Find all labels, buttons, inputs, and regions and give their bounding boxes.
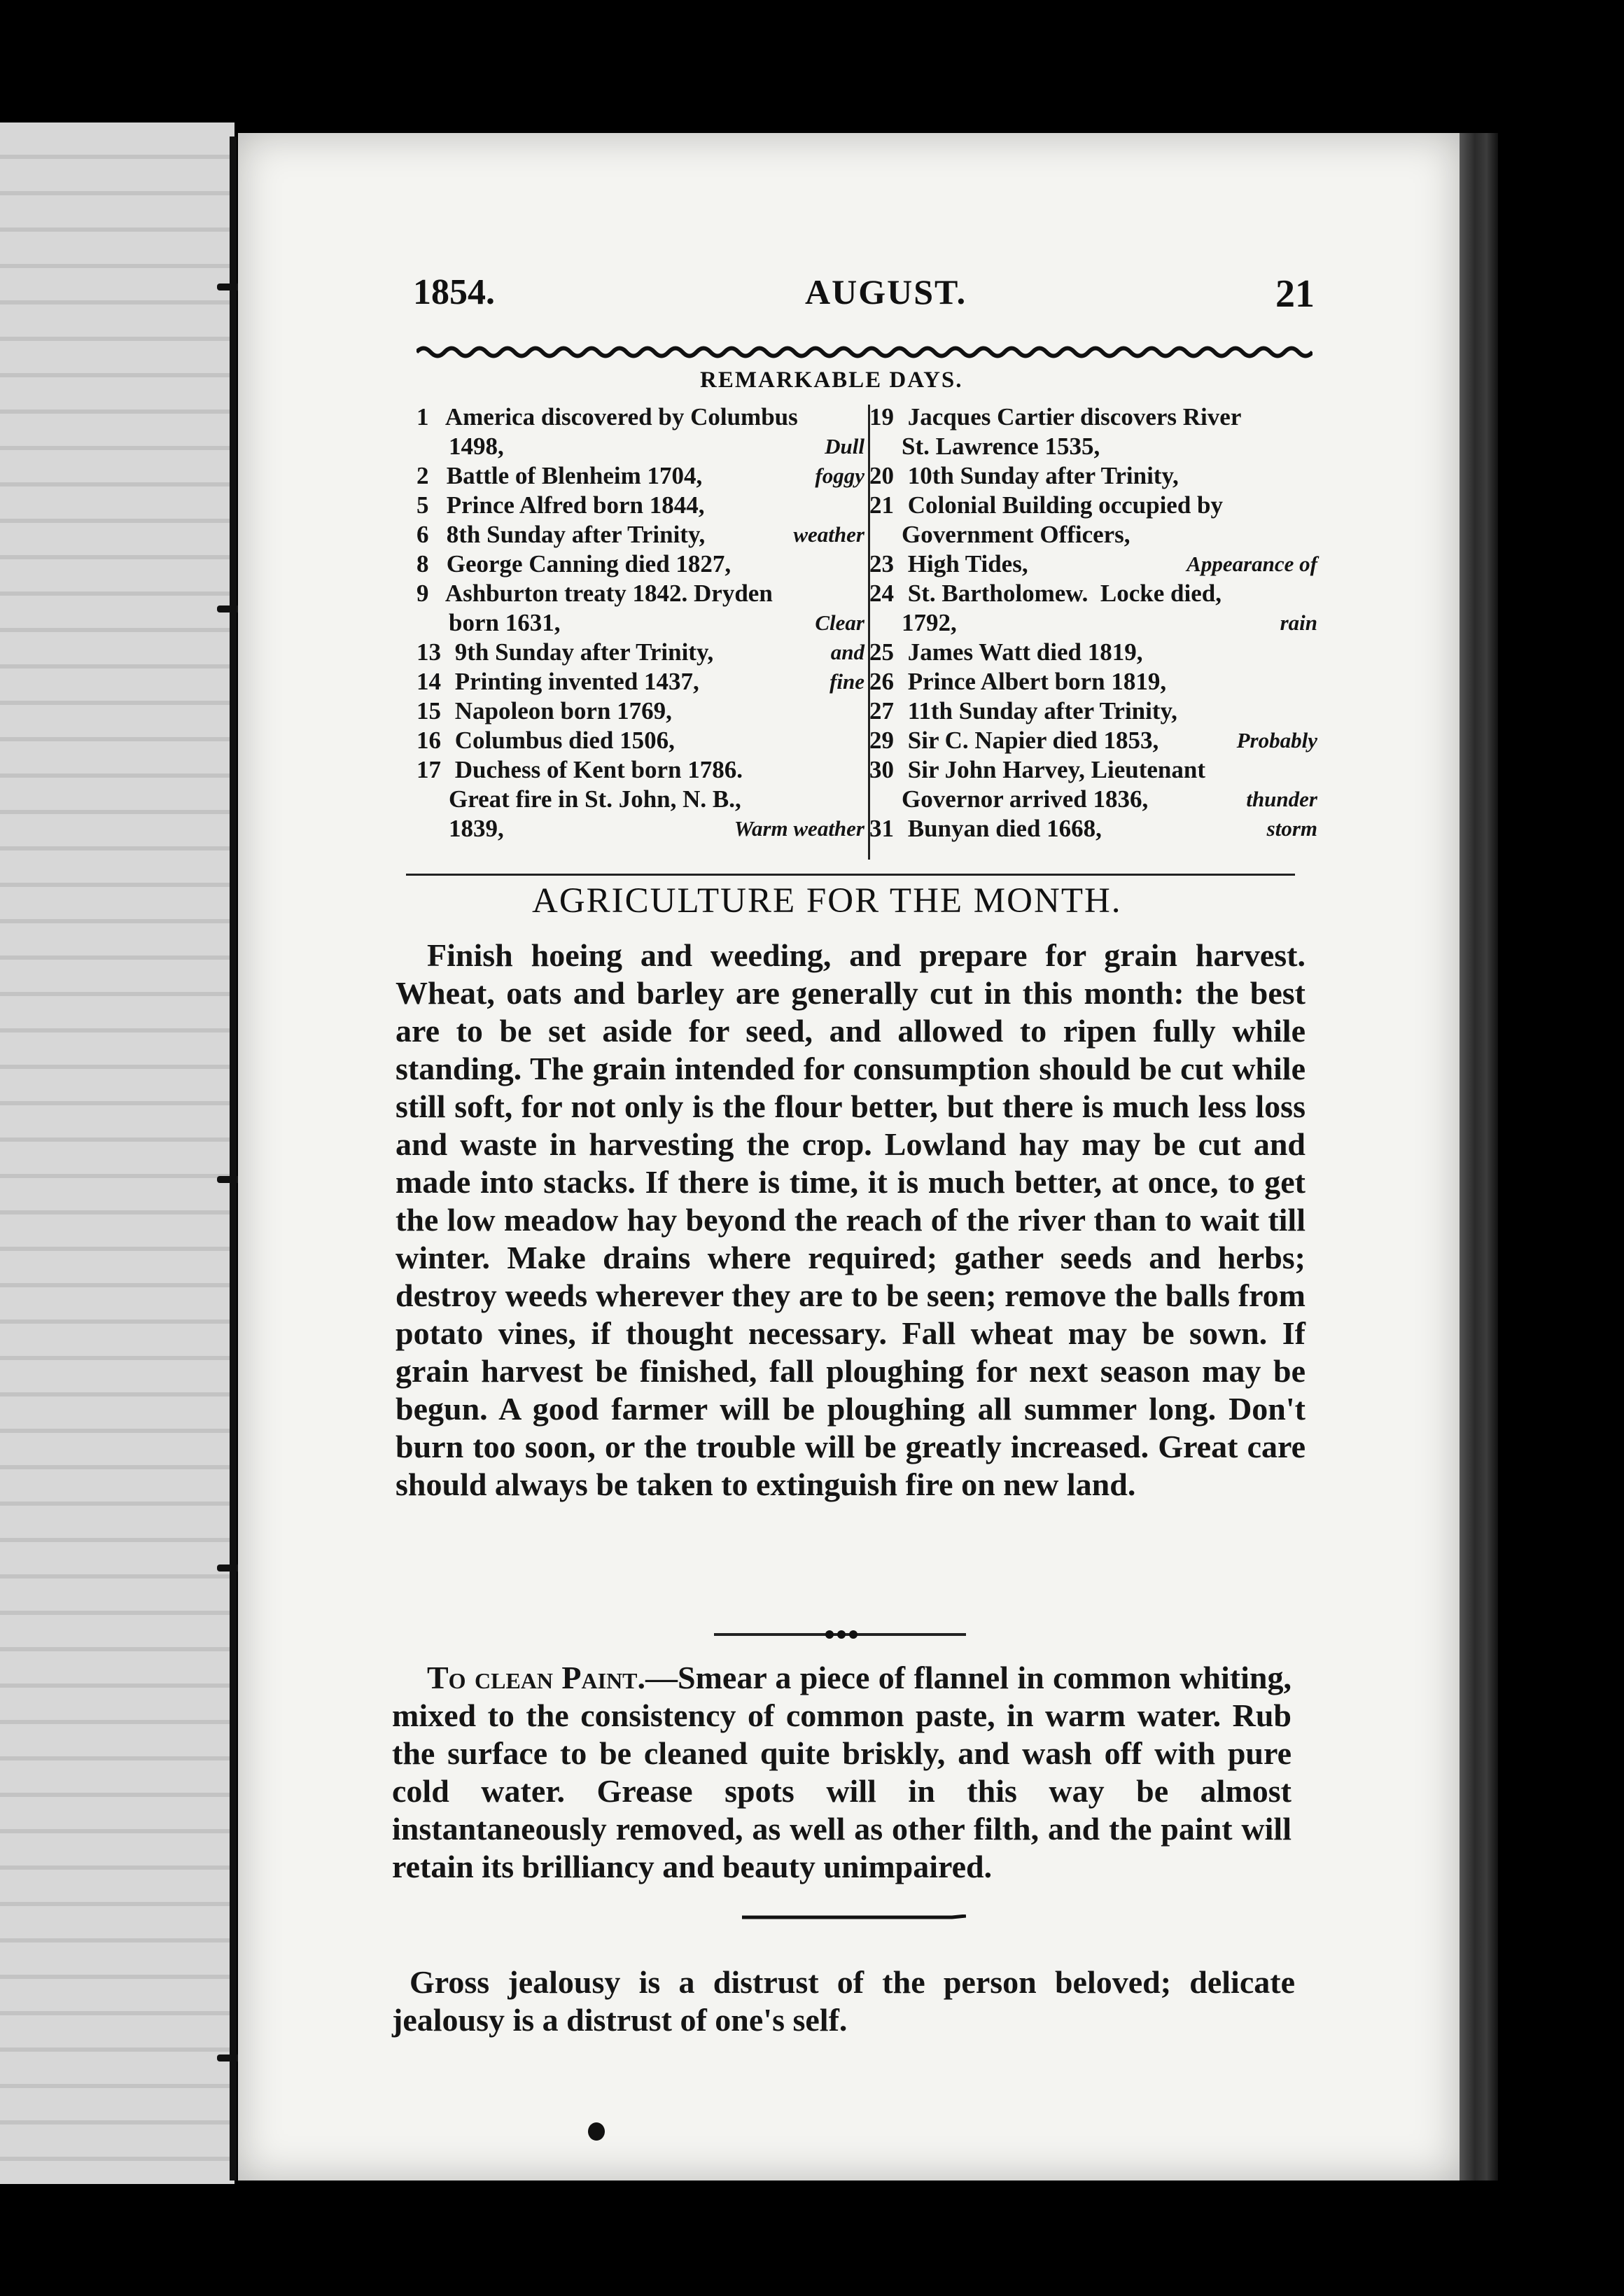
jealousy-maxim: Gross jealousy is a distrust of the person beloved; delicate jealousy is a distrust of one's self. <box>392 1964 1295 2038</box>
remarkable-day-entry <box>416 461 864 491</box>
remarkable-day-text: Napoleon born 1769, <box>449 697 672 724</box>
remarkable-day-date: 5 <box>416 491 429 519</box>
remarkable-day-text: Duchess of Kent born 1786. <box>449 756 743 783</box>
weather-note: weather <box>793 522 864 547</box>
remarkable-day-date: 19 <box>869 403 894 430</box>
remarkable-day-date: 25 <box>869 638 894 666</box>
remarkable-day-date: 6 <box>416 521 429 548</box>
remarkable-day-date: 14 <box>416 668 441 695</box>
remarkable-day-text: Prince Albert born 1819, <box>902 668 1167 695</box>
section-rule <box>406 874 1295 876</box>
remarkable-day-entry <box>869 814 1317 844</box>
remarkable-day-text: 8th Sunday after Trinity, <box>440 521 706 548</box>
remarkable-day-text: High Tides, <box>902 550 1028 578</box>
remarkable-day-text: America discovered by Columbus <box>440 403 798 430</box>
remarkable-day-text: Great fire in St. John, N. B., <box>449 785 741 813</box>
clean-paint-heading: To clean Paint. <box>427 1660 646 1695</box>
header-year: 1854. <box>413 272 495 312</box>
remarkable-day-entry <box>869 696 1317 726</box>
remarkable-day-text: Colonial Building occupied by <box>902 491 1224 519</box>
remarkable-day-text: Sir John Harvey, Lieutenant <box>902 756 1205 783</box>
remarkable-day-text: Columbus died 1506, <box>449 727 675 754</box>
clean-paint-text: —Smear a piece of flannel in common whiting, mixed to the consistency of common paste, in warm water. Rub the surface to be cleaned quite briskly, and wash off with pure cold water. Grease spots will in this way be almost instantaneously removed, as well as other filth, and the paint will retain its brilliancy and beauty unimpaired. <box>392 1660 1292 1884</box>
remarkable-day-entry <box>869 550 1317 579</box>
page-number: 21 <box>1275 272 1315 316</box>
facing-page-text <box>0 122 234 2184</box>
remarkable-day-date: 31 <box>869 815 894 842</box>
remarkable-day-entry <box>869 579 1317 608</box>
ink-speck <box>588 2122 605 2141</box>
short-rule <box>742 1914 966 1920</box>
remarkable-day-entry <box>416 402 864 432</box>
remarkable-day-entry <box>869 667 1317 696</box>
remarkable-day-text: Prince Alfred born 1844, <box>440 491 705 519</box>
remarkable-day-date: 21 <box>869 491 894 519</box>
remarkable-day-entry <box>416 726 864 755</box>
remarkable-day-entry <box>416 814 864 844</box>
remarkable-day-entry <box>869 432 1317 461</box>
remarkable-day-entry <box>869 402 1317 432</box>
header-month: AUGUST. <box>805 272 967 312</box>
remarkable-day-date: 20 <box>869 462 894 489</box>
remarkable-day-entry <box>416 550 864 579</box>
remarkable-day-text: St. Lawrence 1535, <box>902 433 1100 460</box>
agriculture-title: AGRICULTURE FOR THE MONTH. <box>532 881 1122 920</box>
remarkable-day-text: Battle of Blenheim 1704, <box>440 462 703 489</box>
remarkable-days-right-column <box>869 402 1317 844</box>
remarkable-day-date: 30 <box>869 756 894 783</box>
remarkable-day-text: 9th Sunday after Trinity, <box>449 638 714 666</box>
remarkable-day-text: Government Officers, <box>902 521 1130 548</box>
remarkable-days-left-column <box>416 402 864 844</box>
remarkable-day-date: 24 <box>869 580 894 607</box>
remarkable-day-date: 1 <box>416 403 429 430</box>
remarkable-day-date: 15 <box>416 697 441 724</box>
wavy-rule <box>416 343 1312 361</box>
remarkable-day-entry <box>869 638 1317 667</box>
remarkable-day-text: Printing invented 1437, <box>449 668 699 695</box>
remarkable-day-date: 9 <box>416 580 429 607</box>
remarkable-day-entry <box>416 785 864 814</box>
weather-note: Dull <box>825 434 864 458</box>
remarkable-day-entry <box>416 696 864 726</box>
agriculture-paragraph: Finish hoeing and weeding, and prepare for grain harvest. Wheat, oats and barley are generally cut in this month: the best are to be set aside for seed, and allowed to ripen fully while standing. The grain intended for consumption should be cut while still soft, for not only is the flour better, but there is much less loss and waste in harvesting the crop. Lowland hay may be cut and made into stacks. If there is time, it is much better, at once, to get the low meadow hay beyond the reach of the river than to wait till winter. Make drains where required; gather seeds and herbs; destroy weeds wherever they are to be seen; remove the balls from potato vines, if thought necessary. Fall wheat may be sown. If grain harvest be finished, fall ploughing for next season may be begun. A good farmer will be ploughing all summer long. Don't burn too soon, or the trouble will be greatly increased. Great care should always be taken to extinguish fire on new land. <box>396 937 1306 1502</box>
remarkable-day-entry <box>416 755 864 785</box>
weather-note: Probably <box>1236 728 1317 752</box>
remarkable-day-date: 13 <box>416 638 441 666</box>
remarkable-day-date: 27 <box>869 697 894 724</box>
weather-note: Clear <box>815 610 864 635</box>
remarkable-day-text: born 1631, <box>449 609 561 636</box>
remarkable-day-entry <box>416 579 864 608</box>
remarkable-day-entry <box>869 785 1317 814</box>
remarkable-day-text: 1839, <box>449 815 504 842</box>
remarkable-day-entry <box>869 520 1317 550</box>
remarkable-day-date: 16 <box>416 727 441 754</box>
remarkable-day-text: 11th Sunday after Trinity, <box>902 697 1177 724</box>
remarkable-day-date: 8 <box>416 550 429 578</box>
remarkable-day-entry <box>416 638 864 667</box>
remarkable-day-entry <box>869 491 1317 520</box>
remarkable-day-text: 1498, <box>449 433 504 460</box>
remarkable-day-entry <box>416 432 864 461</box>
remarkable-day-text: Ashburton treaty 1842. Dryden <box>440 580 773 607</box>
weather-note: Appearance of <box>1186 552 1317 576</box>
remarkable-day-entry <box>869 726 1317 755</box>
weather-note: Warm weather <box>734 816 864 841</box>
facing-page <box>0 122 234 2184</box>
remarkable-days-heading: REMARKABLE DAYS. <box>700 368 963 393</box>
weather-note: fine <box>830 669 864 694</box>
running-head <box>413 266 1323 329</box>
weather-note: thunder <box>1246 787 1317 811</box>
weather-note: storm <box>1266 816 1317 841</box>
ornamental-divider <box>714 1630 966 1639</box>
remarkable-day-entry <box>416 491 864 520</box>
remarkable-day-date: 23 <box>869 550 894 578</box>
remarkable-day-entry <box>416 608 864 638</box>
remarkable-day-text: Governor arrived 1836, <box>902 785 1149 813</box>
page-edge <box>1460 133 1498 2180</box>
remarkable-day-text: James Watt died 1819, <box>902 638 1143 666</box>
remarkable-day-entry <box>869 461 1317 491</box>
remarkable-day-text: Sir C. Napier died 1853, <box>902 727 1159 754</box>
remarkable-day-text: 1792, <box>902 609 957 636</box>
remarkable-day-entry <box>416 520 864 550</box>
binding-stitch-rule <box>230 136 237 2180</box>
remarkable-day-date: 26 <box>869 668 894 695</box>
remarkable-day-text: Jacques Cartier discovers River <box>902 403 1242 430</box>
remarkable-day-entry <box>416 667 864 696</box>
remarkable-day-text: Bunyan died 1668, <box>902 815 1102 842</box>
remarkable-day-date: 29 <box>869 727 894 754</box>
remarkable-day-text: St. Bartholomew. Locke died, <box>902 580 1222 607</box>
remarkable-day-date: 17 <box>416 756 441 783</box>
remarkable-day-text: 10th Sunday after Trinity, <box>902 462 1179 489</box>
remarkable-day-entry <box>869 755 1317 785</box>
clean-paint-paragraph <box>392 1659 1292 1886</box>
remarkable-day-entry <box>869 608 1317 638</box>
remarkable-day-date: 2 <box>416 462 429 489</box>
weather-note: rain <box>1280 610 1317 635</box>
weather-note: foggy <box>815 463 864 488</box>
weather-note: and <box>830 640 864 664</box>
remarkable-day-text: George Canning died 1827, <box>440 550 732 578</box>
